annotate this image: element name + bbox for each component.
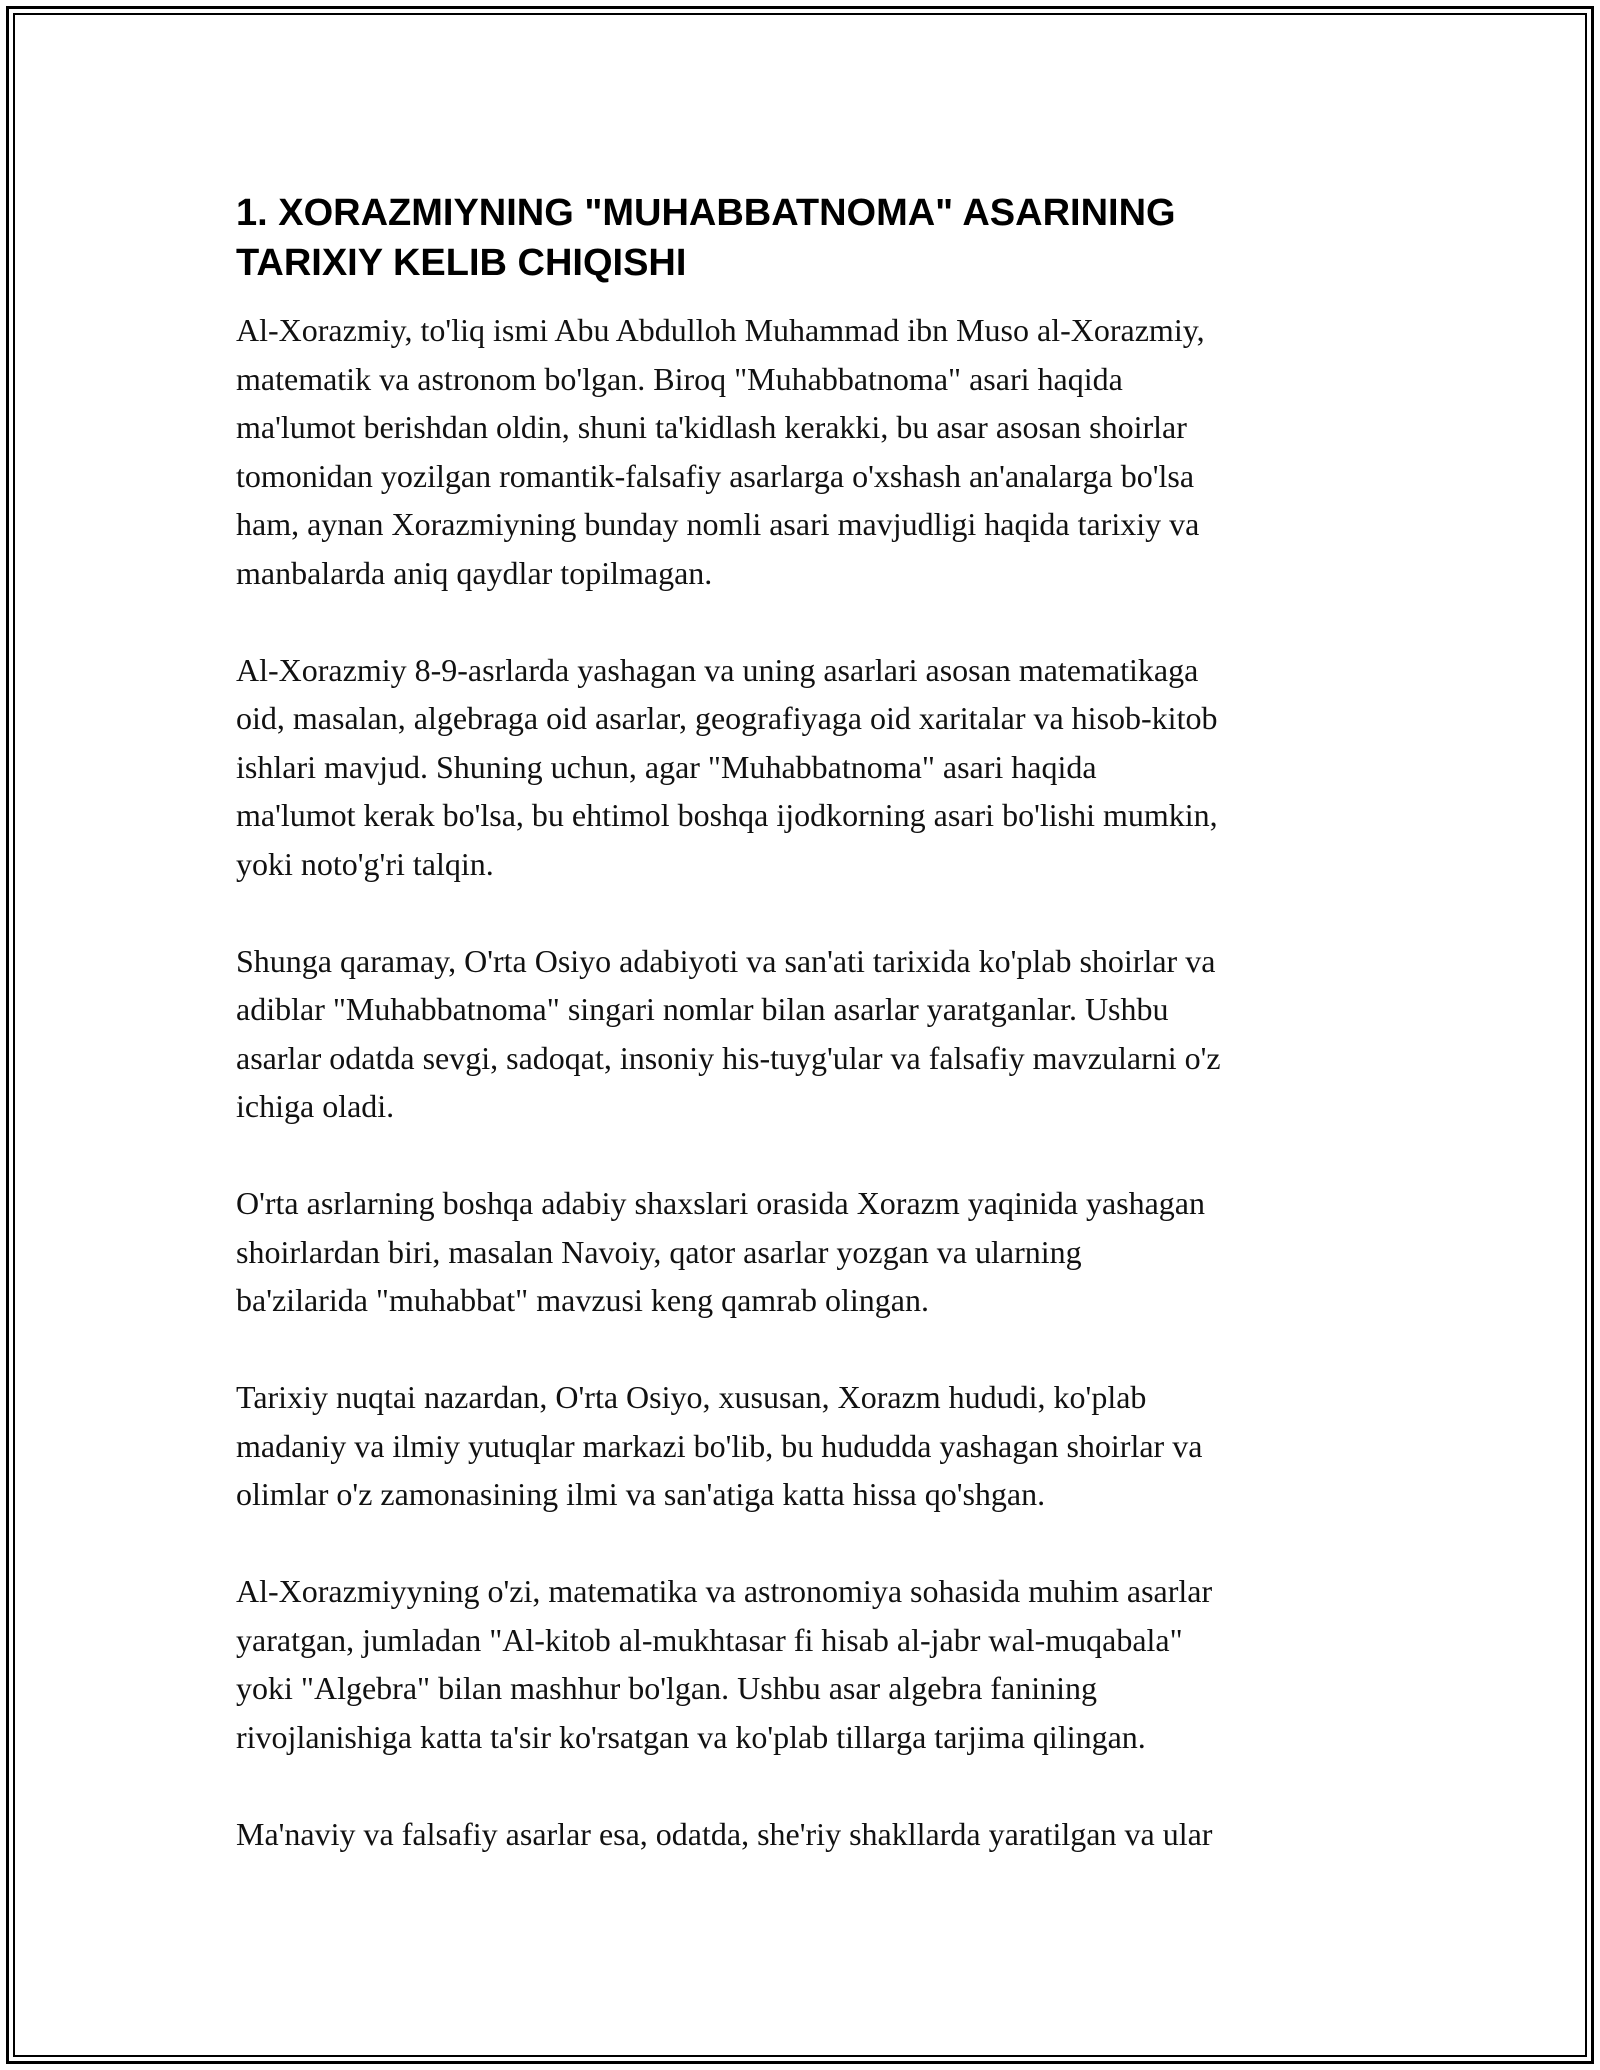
document-page (236, 188, 1366, 1907)
paragraph-line: Ma'naviy va falsafiy asarlar esa, odatda, she'riy shakllarda yaratilgan va ular (236, 1815, 1213, 1852)
section-title (236, 188, 1366, 288)
paragraph-line: ham, aynan Xorazmiyning bunday nomli asari mavjudligi haqida tarixiy va (236, 506, 1200, 542)
paragraph-line: Al-Xorazmiyyning o'zi, matematika va astronomiya sohasida muhim asarlar (236, 1573, 1213, 1609)
paragraph-line: ba'zilarida "muhabbat" mavzusi keng qamrab olingan. (236, 1282, 929, 1318)
paragraph-line: yaratgan, jumladan "Al-kitob al-mukhtasar fi hisab al-jabr wal-muqabala" (236, 1621, 1183, 1658)
paragraph-5 (236, 1373, 1366, 1519)
paragraph-2 (236, 646, 1366, 889)
paragraph-line: shoirlardan biri, masalan Navoiy, qator asarlar yozgan va ularning (236, 1233, 1082, 1270)
paragraph-line: matematik va astronom bo'lgan. Biroq "Muhabbatnoma" asari haqida (236, 360, 1123, 397)
paragraph-line: Shunga qaramay, O'rta Osiyo adabiyoti va san'ati tarixida ko'plab shoirlar va (236, 942, 1216, 979)
paragraph-3 (236, 937, 1366, 1131)
paragraph-line: asarlar odatda sevgi, sadoqat, insoniy his-tuyg'ular va falsafiy mavzularni o'z (236, 1039, 1221, 1076)
title-line: 1. XORAZMIYNING "MUHABBATNOMA" ASARINING (236, 192, 1176, 234)
paragraph-line: ma'lumot berishdan oldin, shuni ta'kidlash kerakki, bu asar asosan shoirlar (236, 409, 1187, 445)
paragraph-line: ichiga oladi. (236, 1088, 395, 1124)
paragraph-line: olimlar o'z zamonasining ilmi va san'atiga katta hissa qo'shgan. (236, 1476, 1046, 1512)
paragraph-line: adiblar "Muhabbatnoma" singari nomlar bilan asarlar yaratganlar. Ushbu (236, 991, 1169, 1027)
paragraph-7 (236, 1810, 1366, 1859)
paragraph-line: O'rta asrlarning boshqa adabiy shaxslari orasida Xorazm yaqinida yashagan (236, 1185, 1205, 1221)
paragraph-line: Tarixiy nuqtai nazardan, O'rta Osiyo, xususan, Xorazm hududi, ko'plab (236, 1379, 1147, 1415)
paragraph-line: oid, masalan, algebraga oid asarlar, geografiyaga oid xaritalar va hisob-kitob (236, 700, 1218, 736)
paragraph-line: Al-Xorazmiy, to'liq ismi Abu Abdulloh Muhammad ibn Muso al-Xorazmiy, (236, 312, 1205, 348)
paragraph-6 (236, 1567, 1366, 1761)
paragraph-line: ishlari mavjud. Shuning uchun, agar "Muhabbatnoma" asari haqida (236, 748, 1097, 785)
paragraph-line: ma'lumot kerak bo'lsa, bu ehtimol boshqa ijodkorning asari bo'lishi mumkin, (236, 797, 1218, 833)
paragraph-line: rivojlanishiga katta ta'sir ko'rsatgan va ko'plab tillarga tarjima qilingan. (236, 1718, 1146, 1755)
paragraph-line: manbalarda aniq qaydlar topilmagan. (236, 554, 713, 591)
title-line: TARIXIY KELIB CHIQISHI (236, 242, 687, 284)
paragraph-1 (236, 306, 1366, 597)
paragraph-4 (236, 1179, 1366, 1325)
paragraph-line: tomonidan yozilgan romantik-falsafiy asarlarga o'xshash an'analarga bo'lsa (236, 457, 1195, 494)
paragraph-line: madaniy va ilmiy yutuqlar markazi bo'lib, bu hududda yashagan shoirlar va (236, 1427, 1203, 1464)
paragraph-line: yoki "Algebra" bilan mashhur bo'lgan. Ushbu asar algebra fanining (236, 1670, 1097, 1706)
paragraph-line: yoki noto'g'ri talqin. (236, 845, 494, 882)
paragraph-line: Al-Xorazmiy 8-9-asrlarda yashagan va uning asarlari asosan matematikaga (236, 651, 1199, 688)
